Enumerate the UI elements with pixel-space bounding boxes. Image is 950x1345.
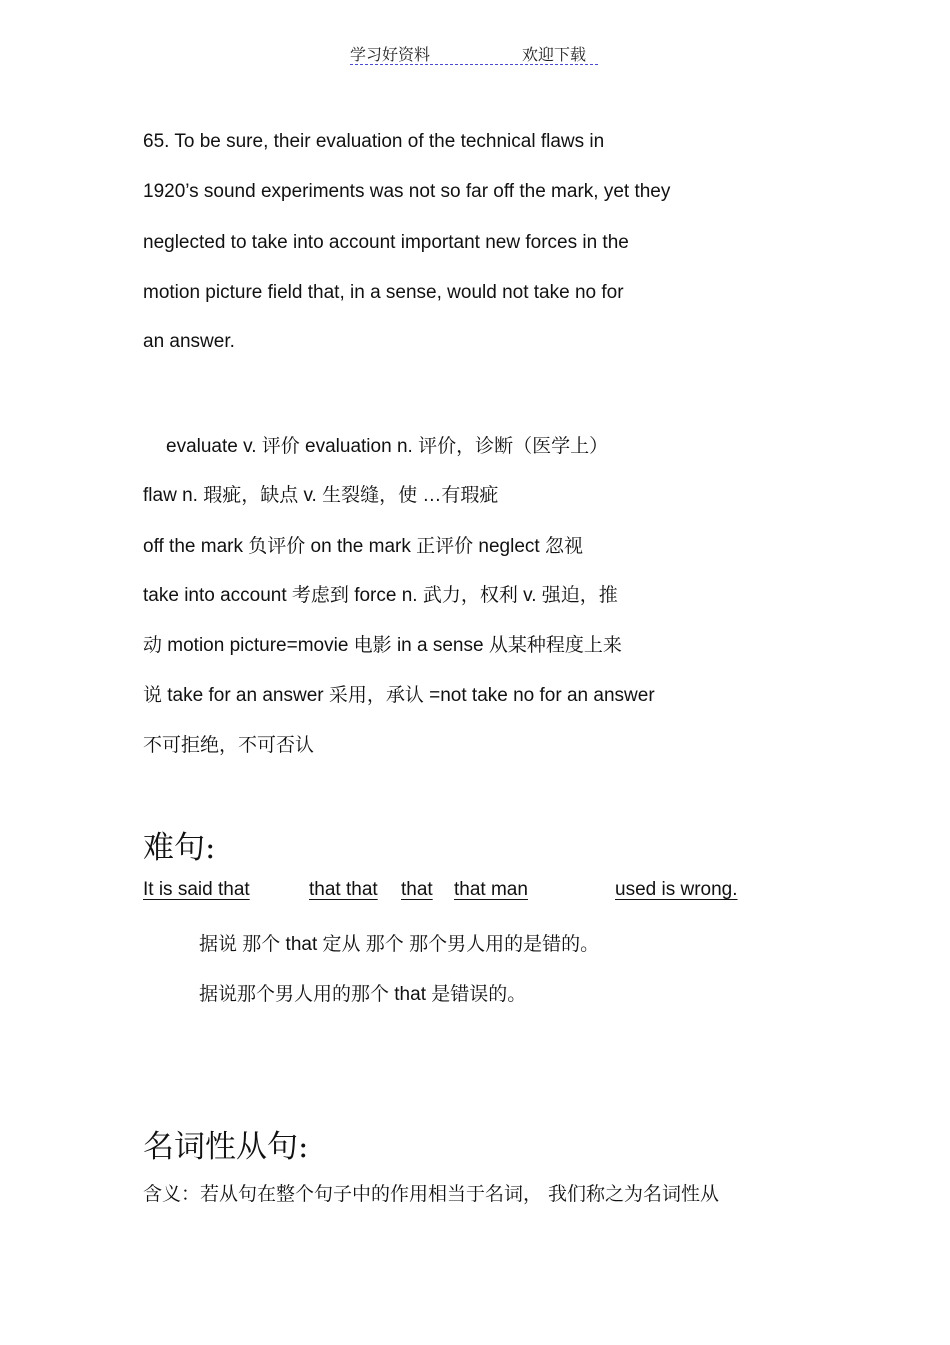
- vocab-line-2: flaw n. 瑕疵，缺点 v. 生裂缝，使 …有瑕疵: [143, 485, 499, 506]
- vocab-line-3: off the mark 负评价 on the mark 正评价 neglect 忽视: [143, 536, 583, 557]
- sentence-part-4: that man: [454, 879, 528, 900]
- sentence-part-2: that that: [309, 879, 378, 900]
- page-header: [350, 40, 598, 65]
- sentence-part-1: It is said that: [143, 879, 250, 900]
- noun-clause-definition: 含义：若从句在整个句子中的作用相当于名词， 我们称之为名词性从: [143, 1183, 720, 1205]
- difficult-sentence: [143, 879, 808, 905]
- difficult-sentence-heading: 难句:: [143, 830, 216, 866]
- vocab-line-1: evaluate v. 评价 evaluation n. 评价，诊断（医学上）: [166, 436, 609, 457]
- translation-line-2: 据说那个男人用的那个 that 是错误的。: [199, 984, 527, 1005]
- vocab-line-4: take into account 考虑到 force n. 武力，权利 v. 强迫，推: [143, 585, 618, 606]
- noun-clause-heading: 名词性从句:: [143, 1129, 309, 1165]
- vocab-line-7: 不可拒绝，不可否认: [143, 734, 315, 756]
- paragraph-line-3: neglected to take into account important new forces in the: [143, 232, 629, 253]
- paragraph-line-5: an answer.: [143, 331, 235, 352]
- paragraph-line-4: motion picture field that, in a sense, would not take no for: [143, 282, 624, 303]
- sentence-part-3: that: [401, 879, 433, 900]
- vocab-line-6: 说 take for an answer 采用，承认 =not take no for an answer: [143, 685, 655, 706]
- header-right-text: 欢迎下载: [522, 45, 587, 64]
- sentence-part-5: used is wrong.: [615, 879, 738, 900]
- header-left-text: 学习好资料: [350, 45, 431, 64]
- paragraph-line-1: 65. To be sure, their evaluation of the technical flaws in: [143, 131, 605, 152]
- vocab-line-5: 动 motion picture=movie 电影 in a sense 从某种程度上来: [143, 635, 622, 656]
- paragraph-line-2: 1920’s sound experiments was not so far off the mark, yet they: [143, 181, 671, 202]
- translation-line-1: 据说 那个 that 定从 那个 那个男人用的是错的。: [199, 934, 600, 955]
